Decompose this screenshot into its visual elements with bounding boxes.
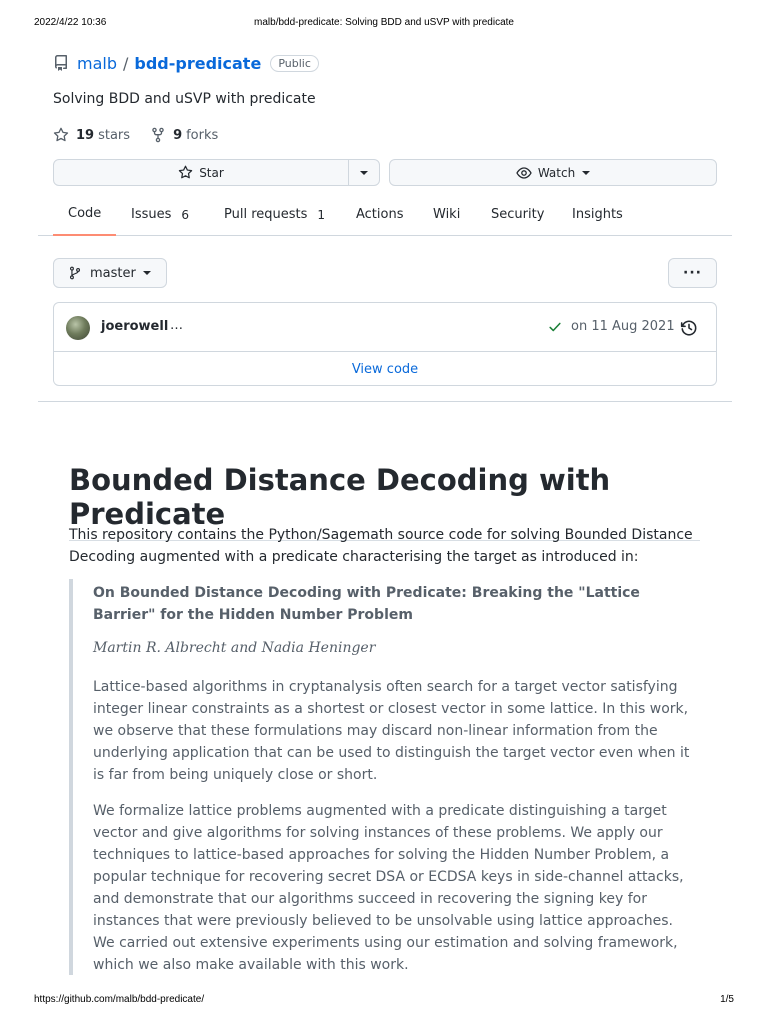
check-icon[interactable]	[548, 320, 562, 334]
stars-count: 19	[76, 127, 95, 143]
repo-description: Solving BDD and uSVP with predicate	[53, 91, 316, 107]
latest-commit-box	[53, 302, 717, 386]
branch-selector[interactable]	[53, 258, 167, 288]
print-title: malb/bdd-predicate: Solving BDD and uSVP with predicate	[254, 17, 514, 28]
repo-owner-link[interactable]: malb	[77, 53, 117, 73]
fork-icon	[150, 127, 166, 143]
section-divider	[38, 401, 732, 402]
print-date: 2022/4/22 10:36	[34, 17, 107, 28]
abstract-paragraph-1: Lattice-based algorithms in cryptanalysis often search for a target vector satisfying integer linear constraints as a shortest or closest vector in some lattice. In this work, we observe that these formulations may discard non-linear information from the underlying application that can be used to distinguish the target vector even when it is far from being uniquely close or short.	[93, 679, 690, 783]
paper-authors: Martin R. Albrecht and Nadia Heninger	[93, 640, 376, 656]
print-url: https://github.com/malb/bdd-predicate/	[34, 994, 205, 1005]
watch-button-label: Watch	[537, 165, 576, 180]
caret-down-icon	[360, 171, 368, 175]
tab-issues[interactable]	[131, 193, 189, 236]
star-icon	[178, 165, 193, 180]
tab-count: 1	[317, 207, 326, 222]
visibility-badge: Public	[270, 55, 319, 72]
repo-tabs	[38, 193, 732, 236]
caret-down-icon	[143, 271, 151, 275]
abstract-paragraph-2: We formalize lattice problems augmented with a predicate distinguishing a target vector and give algorithms for solving instances of these problems. We apply our techniques to lattice-based approaches for solving the Hidden Number Problem, a popular technique for recovering secret DSA or ECDSA keys in side-channel attacks, and demonstrate that our algorithms succeed in recovering the signing key for instances that were previously believed to be unsolvable using lattice approaches. We carried out extensive experiments using our estimation and solving framework, which we also make available with this work.	[93, 803, 684, 973]
commit-message-expander[interactable]: …	[170, 318, 183, 333]
print-footer	[34, 994, 734, 1008]
repo-name-link[interactable]: bdd-predicate	[134, 53, 262, 73]
star-button[interactable]	[53, 159, 349, 186]
branch-name: master	[90, 265, 136, 281]
caret-down-icon	[582, 171, 590, 175]
repo-icon	[53, 55, 69, 71]
forks-label: forks	[186, 127, 219, 143]
readme-title: Bounded Distance Decoding with Predicate	[69, 463, 700, 541]
commit-author-link[interactable]: joerowell	[101, 319, 169, 334]
stars-link[interactable]	[53, 127, 130, 143]
tab-label: Insights	[572, 207, 623, 222]
readme-intro: This repository contains the Python/Sagemath source code for solving Bounded Distance Decoding augmented with a predicate characterising the target as introduced in:	[69, 527, 693, 565]
tab-insights[interactable]	[572, 193, 623, 236]
branch-icon	[68, 266, 82, 280]
tab-label: Security	[491, 207, 545, 222]
stars-label: stars	[98, 127, 131, 143]
commit-date[interactable]: on 11 Aug 2021	[571, 319, 675, 334]
star-dropdown-button[interactable]	[348, 159, 380, 186]
star-button-label: Star	[199, 165, 224, 180]
tab-code[interactable]	[53, 193, 116, 236]
tab-actions[interactable]	[356, 193, 404, 236]
view-code-link[interactable]: View code	[351, 362, 419, 377]
star-icon	[53, 127, 69, 143]
forks-count: 9	[173, 127, 183, 143]
tab-label: Actions	[356, 207, 404, 222]
tab-label: Wiki	[433, 207, 461, 222]
avatar[interactable]	[66, 316, 90, 340]
readme-blockquote	[69, 579, 709, 975]
tab-label: Issues	[131, 207, 172, 222]
print-page-number: 1/5	[720, 994, 734, 1005]
tab-count: 6	[181, 207, 190, 222]
tab-security[interactable]	[491, 193, 544, 236]
more-options-button[interactable]: ···	[668, 258, 717, 288]
repo-separator: /	[123, 53, 129, 73]
tab-wiki[interactable]	[433, 193, 460, 236]
forks-link[interactable]	[150, 127, 218, 143]
repo-stats	[53, 127, 238, 143]
eye-icon	[516, 165, 532, 181]
tab-pull-requests[interactable]	[224, 193, 325, 236]
history-icon[interactable]	[680, 319, 698, 337]
repo-header	[53, 52, 319, 74]
paper-title: On Bounded Distance Decoding with Predicate: Breaking the "Lattice Barrier" for the Hidden Number Problem	[93, 585, 640, 623]
tab-label: Code	[68, 206, 102, 221]
tab-label: Pull requests	[224, 207, 308, 222]
latest-commit-row	[54, 303, 716, 352]
print-header	[34, 17, 734, 31]
watch-button[interactable]	[389, 159, 717, 186]
